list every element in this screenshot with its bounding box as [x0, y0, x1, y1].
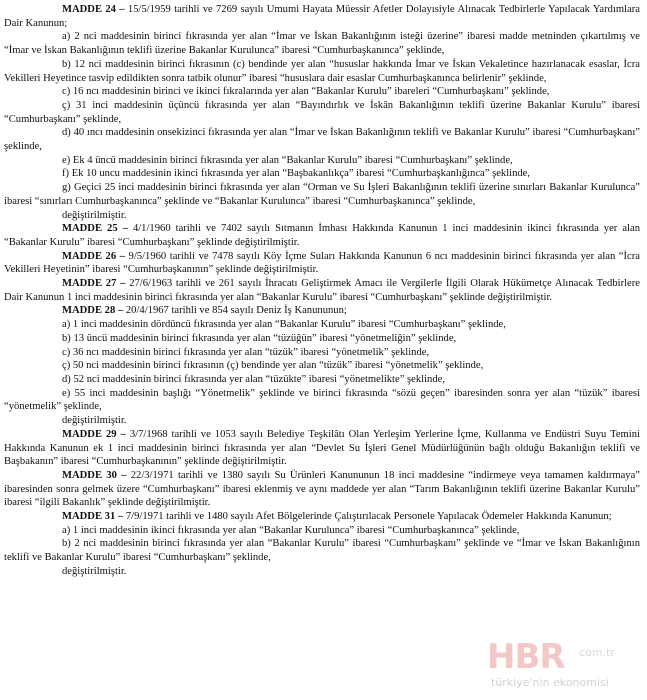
paragraph-text: d) 40 ıncı maddesinin onsekizinci fıkrasında yer alan “İmar ve İskan Bakanlığının teklifi ve Bakanlar Kurulu” ibaresi “Cumhurbaşkanı” şeklinde, — [4, 127, 640, 153]
clause-paragraph — [4, 58, 640, 85]
paragraph-text: 20/4/1967 tarihli ve 854 sayılı Deniz İş Kanununun; — [123, 305, 347, 317]
paragraph-text: 3/7/1968 tarihli ve 1053 sayılı Belediye Teşkilâtı Olan Yerleşim Yerlerine İçme, Kullanma ve Endüstri Suyu Temini Hakkında Kanunun ek 1 inci maddesinin birinci fıkrasında yer alan “Devlet Su İşleri Genel Müdürlüğünün bağlı olduğu Bakanlığın teklifi ve Başbakanın” ibaresi “Cumhurbaşkanının” şeklinde değiştirilmiştir. — [4, 428, 640, 468]
clause-paragraph — [4, 414, 640, 428]
clause-paragraph — [4, 85, 640, 99]
watermark-domain: com.tr — [579, 646, 615, 659]
paragraph-text: f) Ek 10 uncu maddesinin ikinci fıkrasında yer alan “Başbakanlıkça” ibaresi “Cumhurbaşkanlığınca” şeklinde, — [62, 168, 531, 180]
clause-paragraph — [4, 154, 640, 168]
madde-heading: MADDE 28 – — [62, 305, 124, 317]
clause-paragraph — [4, 99, 640, 126]
clause-paragraph — [4, 387, 640, 414]
madde-paragraph — [4, 250, 640, 277]
madde-paragraph — [4, 277, 640, 304]
paragraph-text: a) 1 inci maddesinin ikinci fıkrasında yer alan “Bakanlar Kurulunca” ibaresi “Cumhurbaşkanınca” şeklinde, — [62, 524, 520, 536]
clause-paragraph — [4, 167, 640, 181]
paragraph-text: b) 12 nci maddesinin birinci fıkrasının (c) bendinde yer alan “hususlar hakkında İmar ve İskan Vekaletince hazırlanacak esaslar, İcra Vekilleri Heyetince tasvip edildikten sonra tatbik olunur” ibaresi “hususlara dair esaslar Cumhurbaşkanınca belirlenir” şeklinde, — [4, 58, 640, 84]
madde-heading: MADDE 31 – — [62, 511, 124, 523]
paragraph-text: değiştirilmiştir. — [62, 415, 127, 427]
madde-paragraph — [4, 222, 640, 249]
watermark-brand-text: HBR — [487, 637, 565, 677]
paragraph-text: 9/5/1960 tarihli ve 7478 sayılı Köy İçme Suları Hakkında Kanunun 6 ncı maddesinin birinci fıkrasında yer alan “İcra Vekilleri Heyetinin” ibaresi “Cumhurbaşkanının” şeklinde değiştirilmiştir. — [4, 250, 640, 276]
paragraph-text: a) 1 inci maddesinin dördüncü fıkrasında yer alan “Bakanlar Kurulu” ibaresi “Cumhurbaşkanı” şeklinde, — [62, 319, 506, 331]
madde-paragraph — [4, 510, 640, 524]
madde-heading: MADDE 26 – — [62, 250, 125, 262]
madde-paragraph — [4, 469, 640, 510]
madde-heading: MADDE 30 – — [62, 469, 127, 481]
paragraph-text: g) Geçici 25 inci maddesinin birinci fıkrasında yer alan “Orman ve Su İşleri Bakanlığının teklifi üzerine sınırları Bakanlar Kurulunca” ibaresi “sınırları Cumhurbaşkanınca” şeklinde ve “Bakanlar Kurulunca” ibaresi “Cumhurbaşkanınca” şeklinde, — [4, 182, 640, 207]
paragraph-text: 27/6/1963 tarihli ve 261 sayılı İhracatı Geliştirmek Amacı ile Vergilerle İlgili Olarak Hükümetçe Alınacak Tedbirlere Dair Kanunun 1 inci maddesinin birinci fıkrasında yer alan “Bakanlar Kurulu” ibaresi “Cumhurbaşkanı” şeklinde değiştirilmiştir. — [4, 278, 640, 303]
clause-paragraph — [4, 209, 640, 223]
paragraph-text: e) 55 inci maddesinin başlığı “Yönetmelik” şeklinde ve birinci fıkrasında “sözü geçen” ibaresinden sonra yer alan “tüzük” ibaresi “yönetmelik” şeklinde, — [4, 387, 640, 413]
clause-paragraph — [4, 318, 640, 332]
clause-paragraph — [4, 346, 640, 360]
paragraph-text: b) 2 nci maddesinin birinci fıkrasında yer alan “Bakanlar Kurulu” ibaresi “Cumhurbaşkanı” şeklinde ve “İmar ve İskan Bakanlığının teklifi ve Bakanlar Kurulu” ibaresi “Cumhurbaşkanı” şeklinde, — [4, 538, 640, 564]
clause-paragraph — [4, 537, 640, 564]
paragraph-text: 4/1/1960 tarihli ve 7402 sayılı Sıtmanın İmhası Hakkında Kanunun 1 inci maddesinin ikinci fıkrasında yer alan “Bakanlar Kurulu” ibaresi “Cumhurbaşkanı” şeklinde değiştirilmiştir. — [4, 223, 640, 248]
madde-paragraph — [4, 3, 640, 30]
madde-heading: MADDE 25 – — [62, 223, 128, 235]
paragraph-text: c) 36 ncı maddesinin birinci fıkrasında yer alan “tüzük” ibaresi “yönetmelik” şeklinde, — [62, 346, 430, 358]
clause-paragraph — [4, 126, 640, 153]
madde-heading: MADDE 27 – — [62, 278, 126, 290]
paragraph-text: a) 2 nci maddesinin birinci fıkrasında yer alan “İmar ve İskan Bakanlığının isteği üzerine” ibaresi madde metninden çıkartılmış ve “İmar ve İskan Bakanlığının teklifi üzerine Bakanlar Kurulunca” ibaresi “Cumhurbaşkanınca” şeklinde, — [4, 31, 640, 57]
madde-paragraph — [4, 304, 640, 318]
paragraph-text: 15/5/1959 tarihli ve 7269 sayılı Umumi Hayata Müessir Afetler Dolayısiyle Alınacak Tedbirlerle Yapılacak Yardımlara Dair Kanunun; — [4, 4, 640, 29]
paragraph-text: 7/9/1971 tarihli ve 1480 sayılı Afet Bölgelerinde Çalıştırılacak Personele Yapılacak Ödemeler Hakkında Kanunun; — [123, 511, 612, 523]
madde-paragraph — [4, 428, 640, 469]
paragraph-text: 22/3/1971 tarihli ve 1380 sayılı Su Ürünleri Kanununun 18 inci maddesine “indirmeye veya tamamen kaldırmaya” ibaresinden sonra gelmek üzere “Cumhurbaşkanı” ibaresi eklenmiş ve aynı maddede yer alan “Tarım Bakanlığının teklifi üzerine Bakanlar Kurulu” ibaresi “ilgili Bakanlık” şeklinde değiştirilmiştir. — [4, 469, 640, 509]
clause-paragraph — [4, 373, 640, 387]
madde-heading: MADDE 29 – — [62, 428, 126, 440]
paragraph-text: değiştirilmiştir. — [62, 209, 127, 221]
legal-document-body — [4, 3, 640, 579]
clause-paragraph — [4, 359, 640, 373]
clause-paragraph — [4, 524, 640, 538]
watermark-site-text: türkiye'nin ekonomisi — [491, 676, 609, 689]
paragraph-text: e) Ek 4 üncü maddesinin birinci fıkrasında yer alan “Bakanlar Kurulu” ibaresi “Cumhurbaşkanı” şeklinde, — [62, 154, 513, 166]
paragraph-text: c) 16 ncı maddesinin birinci ve ikinci fıkralarında yer alan “Bakanlar Kurulu” ibareleri “Cumhurbaşkanı” şeklinde, — [62, 86, 550, 98]
watermark-logo — [487, 638, 637, 696]
clause-paragraph — [4, 181, 640, 208]
clause-paragraph — [4, 332, 640, 346]
clause-paragraph — [4, 30, 640, 57]
clause-paragraph — [4, 565, 640, 579]
paragraph-text: ç) 31 inci maddesinin üçüncü fıkrasında yer alan “Bayındırlık ve İskân Bakanlığının teklifi üzerine Bakanlar Kurulu” ibaresi “Cumhurbaşkanı” şeklinde, — [4, 99, 640, 125]
paragraph-text: d) 52 nci maddesinin birinci fıkrasında yer alan “tüzükte” ibaresi “yönetmelikte” şeklinde, — [62, 373, 446, 385]
madde-heading: MADDE 24 – — [62, 4, 125, 15]
paragraph-text: b) 13 üncü maddesinin birinci fıkrasında yer alan “tüzüğün” ibaresi “yönetmeliğin” şeklinde, — [62, 332, 457, 344]
paragraph-text: ç) 50 nci maddesinin birinci fıkrasının (ç) bendinde yer alan “tüzük” ibaresi “yönetmelik” şeklinde, — [62, 360, 484, 372]
paragraph-text: değiştirilmiştir. — [62, 565, 127, 577]
